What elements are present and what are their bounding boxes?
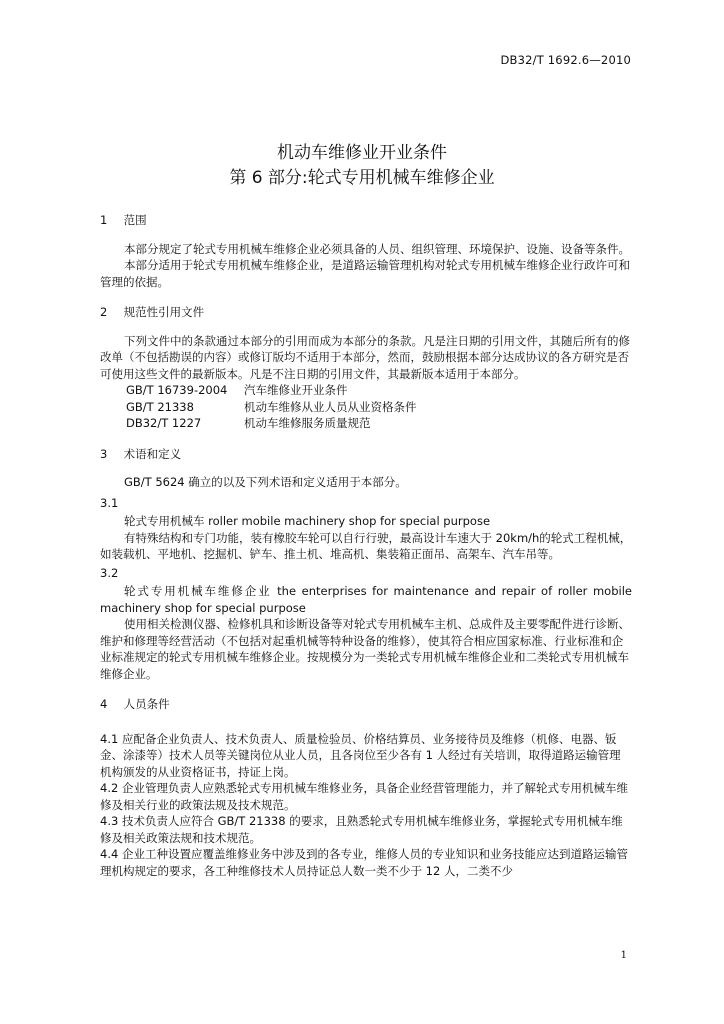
section-title: 规范性引用文件	[123, 305, 205, 319]
section-title: 范围	[123, 213, 147, 227]
document-title-line1: 机动车维修业开业条件	[277, 143, 447, 163]
section-number: 4	[100, 697, 108, 711]
paragraph: GB/T 5624 确立的以及下列术语和定义适用于本部分。	[124, 475, 407, 489]
document-title-line2: 第 6 部分:轮式专用机械车维修企业	[229, 168, 495, 188]
section-heading-terms-definitions	[100, 446, 632, 463]
term-number: 3.1	[100, 495, 119, 510]
reference-title: 汽车维修业开业条件	[244, 383, 348, 397]
reference-item	[100, 382, 632, 399]
reference-code: GB/T 16739-2004	[126, 383, 228, 397]
section-number: 2	[100, 305, 108, 319]
section-title: 人员条件	[123, 697, 170, 711]
standard-code: DB32/T 1692.6—2010	[500, 53, 631, 67]
reference-title: 机动车维修从业人员从业资格条件	[244, 399, 417, 414]
term-name: 轮式专用机械车 roller mobile machinery shop for special purpose	[124, 514, 491, 528]
clause-item: 4.4 企业工种设置应覆盖维修业务中涉及到的各专业，维修人员的专业知识和业务技能应达到道路运输管理机构规定的要求，各工种维修技术人员持证总人数一类不少于 12 人，二类不少	[100, 847, 628, 878]
reference-item	[100, 415, 632, 432]
section-heading-personnel	[100, 696, 632, 713]
document-body	[100, 212, 632, 879]
paragraph: 本部分规定了轮式专用机械车维修企业必须具备的人员、组织管理、环境保护、设施、设备等条件。	[124, 241, 630, 256]
term-name: 轮式专用机械车维修企业 the enterprises for maintenance and repair of roller mobile machinery shop for special purpose	[100, 584, 632, 615]
section-heading-scope	[100, 212, 632, 229]
term-definition: 有特殊结构和专门功能，装有橡胶车轮可以自行行驶，最高设计车速大于 20km/h的轮式工程机械，如装载机、平地机、挖掘机、铲车、推土机、堆高机、集装箱正面吊、高架车、汽车吊等。	[100, 530, 632, 561]
reference-title: 机动车维修服务质量规范	[244, 416, 371, 430]
paragraph: 下列文件中的条款通过本部分的引用而成为本部分的条款。凡是注日期的引用文件，其随后所有的修改单（不包括勘误的内容）或修订版均不适用于本部分，然而，鼓励根据本部分达成协议的各方研究是否可使用这些文件的最新版本。凡是不注日期的引用文件，其最新版本适用于本部分。	[100, 333, 630, 381]
reference-code: GB/T 21338	[126, 399, 194, 414]
section-number: 3	[100, 446, 108, 461]
reference-code: DB32/T 1227	[126, 416, 202, 430]
page-number: 1	[620, 950, 627, 961]
clause-item: 4.1 应配备企业负责人、技术负责人、质量检验员、价格结算员、业务接待员及维修（机修、电器、钣金、涂漆等）技术人员等关键岗位从业人员，且各岗位至少各有 1 人经过有关培训，取得道路运输管理机构颁发的从业资格证书，持证上岗。	[100, 731, 621, 779]
clause-item: 4.2 企业管理负责人应熟悉轮式专用机械车维修业务，具备企业经营管理能力，并了解轮式专用机械车维修及相关行业的政策法规及技术规范。	[100, 781, 628, 812]
reference-item	[100, 399, 632, 416]
term-definition: 使用相关检测仪器、检修机具和诊断设备等对轮式专用机械车主机、总成件及主要零配件进行诊断、维护和修理等经营活动（不包括对起重机械等特种设备的维修），使其符合相应国家标准、行业标准和企业标准规定的轮式专用机械车维修企业。按规模分为一类轮式专用机械车维修企业和二类轮式专用机械车维修企业。	[100, 617, 630, 681]
term-number: 3.2	[100, 565, 119, 580]
section-number: 1	[100, 213, 108, 227]
clause-item: 4.3 技术负责人应符合 GB/T 21338 的要求，且熟悉轮式专用机械车维修业务，掌握轮式专用机械车维修及相关政策法规和技术规范。	[100, 814, 623, 845]
section-title: 术语和定义	[123, 446, 182, 461]
paragraph: 本部分适用于轮式专用机械车维修企业，是道路运输管理机构对轮式专用机械车维修企业行政许可和管理的依据。	[100, 258, 630, 289]
section-heading-normative-references	[100, 304, 632, 321]
